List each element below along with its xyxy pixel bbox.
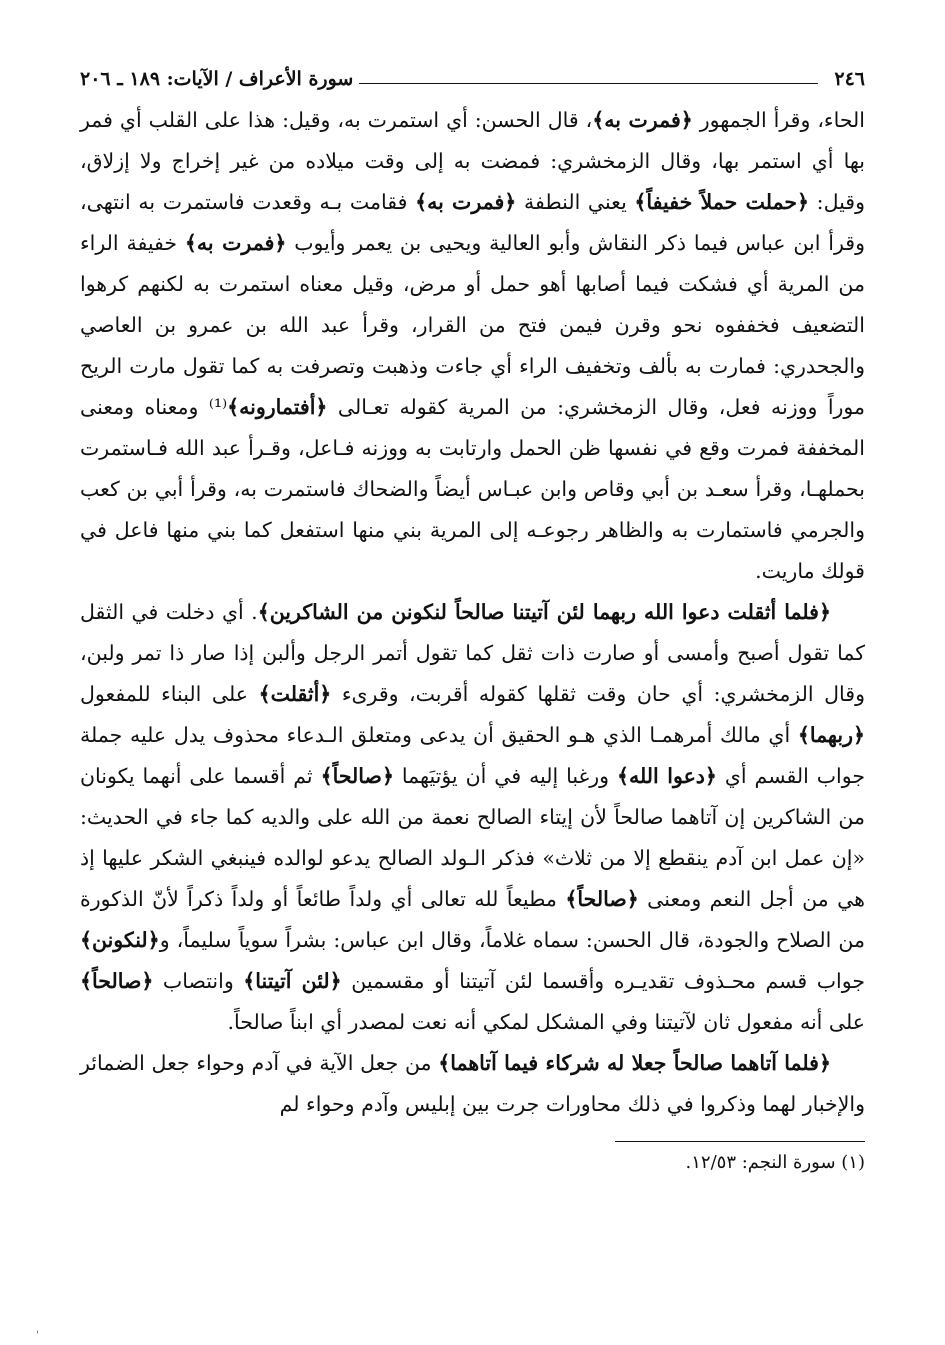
header-rule: [359, 83, 818, 84]
text-run: على أنه مفعول ثان لآتيتنا وفي المشكل لمكي أنه نعت لمصدر أي ابناً صالحاً.: [227, 1010, 865, 1034]
quran-quote: ﴿لئن آتيتنا﴾: [243, 969, 342, 993]
text-run: ثم أقسما على أنهما يكونان من الشاكرين إن آتاهما صالحاً لأن إيتاء الصالح نعمة من الله على والديه كما جاء في الحديث: «إن عمل ابن آدم ينقطع إلا من ثلاث» فذكر الـولد الصالح يدعو لوالده فينبغي الشكر عليها إذ هي من أجل النعم ومعنى: [80, 764, 865, 911]
quran-quote: ﴿دعوا الله﴾: [617, 764, 717, 788]
quran-quote: ﴿فلما أثقلت دعوا الله ربهما لئن آتيتنا صالحاً لنكونن من الشاكرين﴾: [257, 600, 831, 624]
quran-quote: ﴿أثقلت﴾: [258, 682, 332, 706]
quran-quote: ﴿فمرت به﴾: [592, 108, 693, 132]
quran-quote: ﴿ربهما﴾: [797, 723, 865, 747]
text-run: ⁽¹⁾ ومعناه ومعنى المخففة فمرت وقع في نفسها ظن الحمل وارتابت به ووزنه فـاعل، وقـرأ عبد الله فـاستمرت بحملهـا، وقرأ سعـد بن أبي وقاص وابن عبـاس أيضاً والضحاك فاستمرت به، وقرأ أبي بن كعب والجرمي فاستمارت به والظاهر رجوعـه إلى المرية بني منها استفعل كما بني منها فاعل في قولك ماريت.: [80, 395, 865, 583]
paragraph: [80, 592, 865, 1043]
text-run: يعني النطفة: [516, 190, 635, 214]
paragraph: [80, 1043, 865, 1125]
surah-reference: سورة الأعراف / الآيات: ١٨٩ ـ ٢٠٦: [80, 68, 354, 90]
paragraph: [80, 100, 865, 592]
page-number: ٢٤٦: [834, 68, 865, 90]
text-run: فقامت بـه وقعدت فاستمرت به انتهى، وقرأ ابن عباس فيما ذكر النقاش وأبو العالية ويحيى بن يعمر وأيوب: [80, 190, 865, 255]
main-text: [80, 100, 865, 1125]
quran-quote: ﴿فمرت به﴾: [184, 231, 287, 255]
text-run: وانتصاب: [153, 969, 244, 993]
running-header: [80, 64, 865, 94]
quran-quote: ﴿صالحاً﴾: [80, 969, 154, 993]
quran-quote: ﴿فلما آتاهما صالحاً جعلا له شركاء فيما آتاهما﴾: [438, 1051, 831, 1075]
text-run: ورغبا إليه في أن يؤتيَهما: [393, 764, 617, 788]
text-run: مطيعاً لله تعالى أي ولداً طائعاً أو ولداً ذكراً لأنّ الذكورة من الصلاح والجودة، قال الحسن: سماه غلاماً، وقال ابن عباس: بشراً سوياً سليماً، و: [80, 887, 865, 952]
text-run: الحاء، وقرأ الجمهور: [692, 108, 865, 132]
text-run: من جعل الآية في آدم وحواء جعل الضمائر والإخبار لهما وذكروا في ذلك محاورات جرت بين إبليس وآدم وحواء لم: [80, 1051, 865, 1116]
quran-quote: ﴿لنكونن﴾: [80, 928, 160, 952]
text-run: ، قال الحسن: أي استمرت به، وقيل: هذا على القلب أي فمر بها أي استمر بها، وقال الزمخشري: فمضت به إلى وقت ميلاده من غير إخراج ولا إزلاق، وقيل:: [80, 108, 865, 214]
quran-quote: ﴿حملت حملاً خفيفاً﴾: [634, 190, 810, 214]
text-run: جواب قسم محـذوف تقديـره وأقسما لئن آتيتنا أو مقسمين: [341, 969, 866, 993]
quran-quote: ﴿صالحاً﴾: [565, 887, 639, 911]
text-run: . أي دخلت في الثقل كما تقول أصبح وأمسى أو صارت ذات ثقل كما تقول أتمر الرجل وألبن إذا صار ذا تمر ولبن، وقال الزمخشري: أي حان وقت ثقلها كقوله أقربت، وقرىء: [80, 600, 866, 706]
scan-mark: ': [36, 1330, 39, 1341]
quran-quote: ﴿أفتمارونه﴾: [227, 395, 328, 419]
text-run: أي مالك أمرهمـا الذي هـو الحقيق أن يدعى ومتعلق الـدعاء محذوف يدل عليه جملة جواب القسم أي: [80, 723, 865, 788]
footnote-divider: [615, 1141, 865, 1142]
text-run: على البناء للمفعول: [80, 682, 259, 706]
quran-quote: ﴿صالحاً﴾: [320, 764, 394, 788]
footnote: (١) سورة النجم: ١٢/٥٣.: [685, 1152, 865, 1173]
quran-quote: ﴿فمرت به﴾: [415, 190, 517, 214]
text-run: خفيفة الراء من المرية أي فشكت فيما أصابها أهو حمل أو مرض، وقيل معناه استمرت به لكنهم كرهوا التضعيف فخففوه نحو وقرن فيمن فتح من القرار، وقرأ عبد الله بن عمرو بن العاصي والجحدري: فمارت به بألف وتخفيف الراء أي جاءت وذهبت وتصرفت به كما تقول مارت الريح موراً ووزنه فعل، وقال الزمخشري: من المرية كقوله تعـالى: [80, 231, 866, 419]
